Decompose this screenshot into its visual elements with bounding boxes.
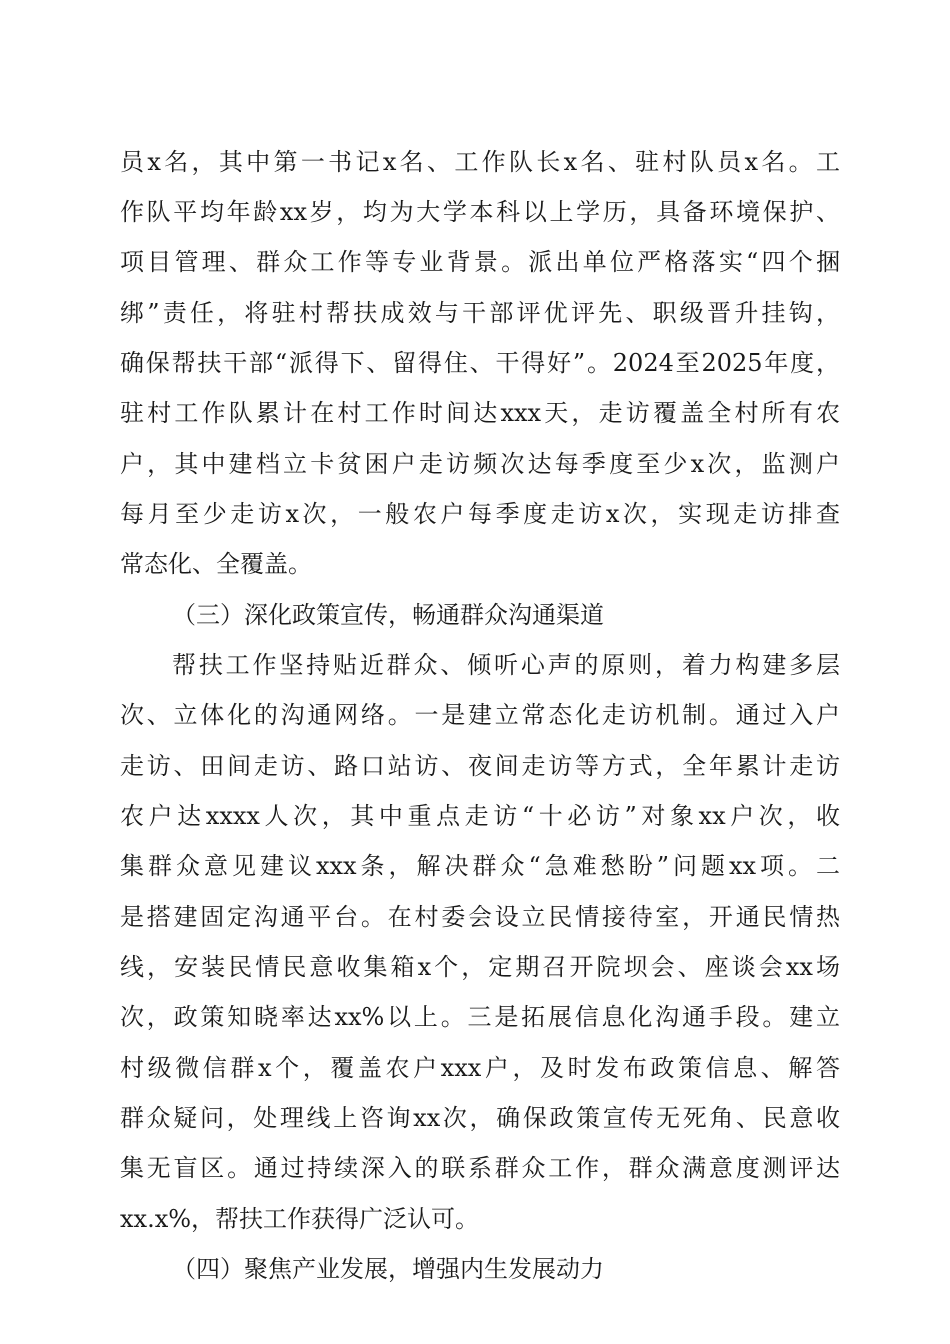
paragraph-line: 员x名，其中第一书记x名、工作队长x名、驻村队员x名。工 bbox=[120, 148, 840, 176]
paragraph-line: 农户达xxxx人次，其中重点走访“十必访”对象xx户次，收 bbox=[120, 802, 840, 830]
paragraph-line: 次、立体化的沟通网络。一是建立常态化走访机制。通过入户 bbox=[120, 701, 840, 729]
section-heading-4: （四）聚焦产业发展，增强内生发展动力 bbox=[172, 1255, 604, 1283]
paragraph-line: 集无盲区。通过持续深入的联系群众工作，群众满意度测评达 bbox=[120, 1154, 840, 1182]
paragraph-line: xx.x%，帮扶工作获得广泛认可。 bbox=[120, 1205, 480, 1233]
paragraph-line: 确保帮扶干部“派得下、留得住、干得好”。2024至2025年度， bbox=[120, 349, 840, 377]
paragraph-line: 绑”责任，将驻村帮扶成效与干部评优评先、职级晋升挂钩， bbox=[120, 299, 840, 327]
paragraph-line: 项目管理、群众工作等专业背景。派出单位严格落实“四个捆 bbox=[120, 248, 840, 276]
paragraph-line: 每月至少走访x次，一般农户每季度走访x次，实现走访排查 bbox=[120, 500, 840, 528]
section-heading-3: （三）深化政策宣传，畅通群众沟通渠道 bbox=[172, 601, 604, 629]
paragraph-line: 是搭建固定沟通平台。在村委会设立民情接待室，开通民情热 bbox=[120, 903, 840, 931]
paragraph-line: 走访、田间走访、路口站访、夜间走访等方式，全年累计走访 bbox=[120, 752, 840, 780]
paragraph-line: 常态化、全覆盖。 bbox=[120, 550, 312, 578]
paragraph-line: 群众疑问，处理线上咨询xx次，确保政策宣传无死角、民意收 bbox=[120, 1104, 840, 1132]
paragraph-line: 村级微信群x个，覆盖农户xxx户，及时发布政策信息、解答 bbox=[120, 1054, 840, 1082]
paragraph-line: 驻村工作队累计在村工作时间达xxx天，走访覆盖全村所有农 bbox=[120, 399, 840, 427]
paragraph-line: 次，政策知晓率达xx%以上。三是拓展信息化沟通手段。建立 bbox=[120, 1003, 840, 1031]
paragraph-line: 线，安装民情民意收集箱x个，定期召开院坝会、座谈会xx场 bbox=[120, 953, 840, 981]
paragraph-line: 集群众意见建议xxx条，解决群众“急难愁盼”问题xx项。二 bbox=[120, 852, 840, 880]
paragraph-line: 帮扶工作坚持贴近群众、倾听心声的原则，着力构建多层 bbox=[172, 651, 840, 679]
paragraph-line: 作队平均年龄xx岁，均为大学本科以上学历，具备环境保护、 bbox=[120, 198, 840, 226]
paragraph-line: 户，其中建档立卡贫困户走访频次达每季度至少x次，监测户 bbox=[120, 450, 840, 478]
